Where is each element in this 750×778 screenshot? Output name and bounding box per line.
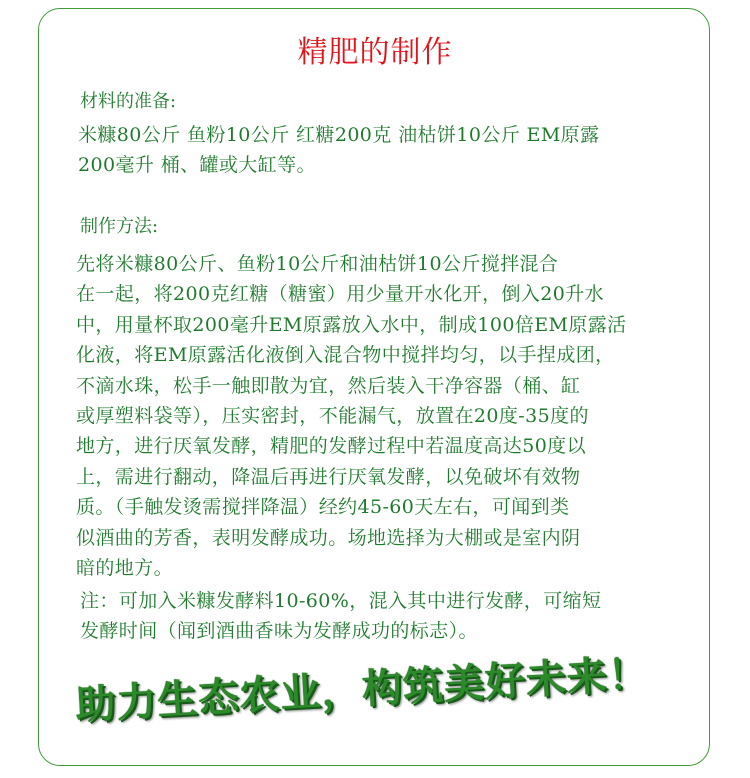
page-title: 精肥的制作 <box>297 35 453 70</box>
note-text: 注：可加入米糠发酵料10-60%，混入其中进行发酵，可缩短 发酵时间（闻到酒曲香味为发酵成功的标志）。 <box>80 590 602 643</box>
slogan-banner: 助力生态农业，构筑美好未来！ <box>74 650 650 729</box>
materials-heading: 材料的准备: <box>80 91 177 112</box>
method-heading: 制作方法: <box>80 216 159 237</box>
materials-text: 米糠80公斤 鱼粉10公斤 红糖200克 油枯饼10公斤 EM原露 200毫升 桶、罐或大缸等。 <box>78 124 600 177</box>
method-text: 先将米糠80公斤、鱼粉10公斤和油枯饼10公斤搅拌混合 在一起，将200克红糖（糖蜜）用少量开水化开，倒入20升水 中，用量杯取200毫升EM原露放入水中，制成100倍EM原露活 化液，将EM原露活化液倒入混合物中搅拌均匀，以手捏成团， 不滴水珠，松手一触即散为宜，然后装入干净容器（桶、缸 或厚塑料袋等），压实密封，不能漏气，放置在20度-35度的 地方，进行厌氧发酵，精肥的发酵过程中若温度高达50度以 上，需进行翻动，降温后再进行厌氧发酵，以免破坏有效物 质。（手触发烫需搅拌降温）经约45-60天左右，可闻到类 似酒曲的芳香，表明发酵成功。场地选择为大棚或是室内阴 暗的地方。 <box>76 253 627 580</box>
